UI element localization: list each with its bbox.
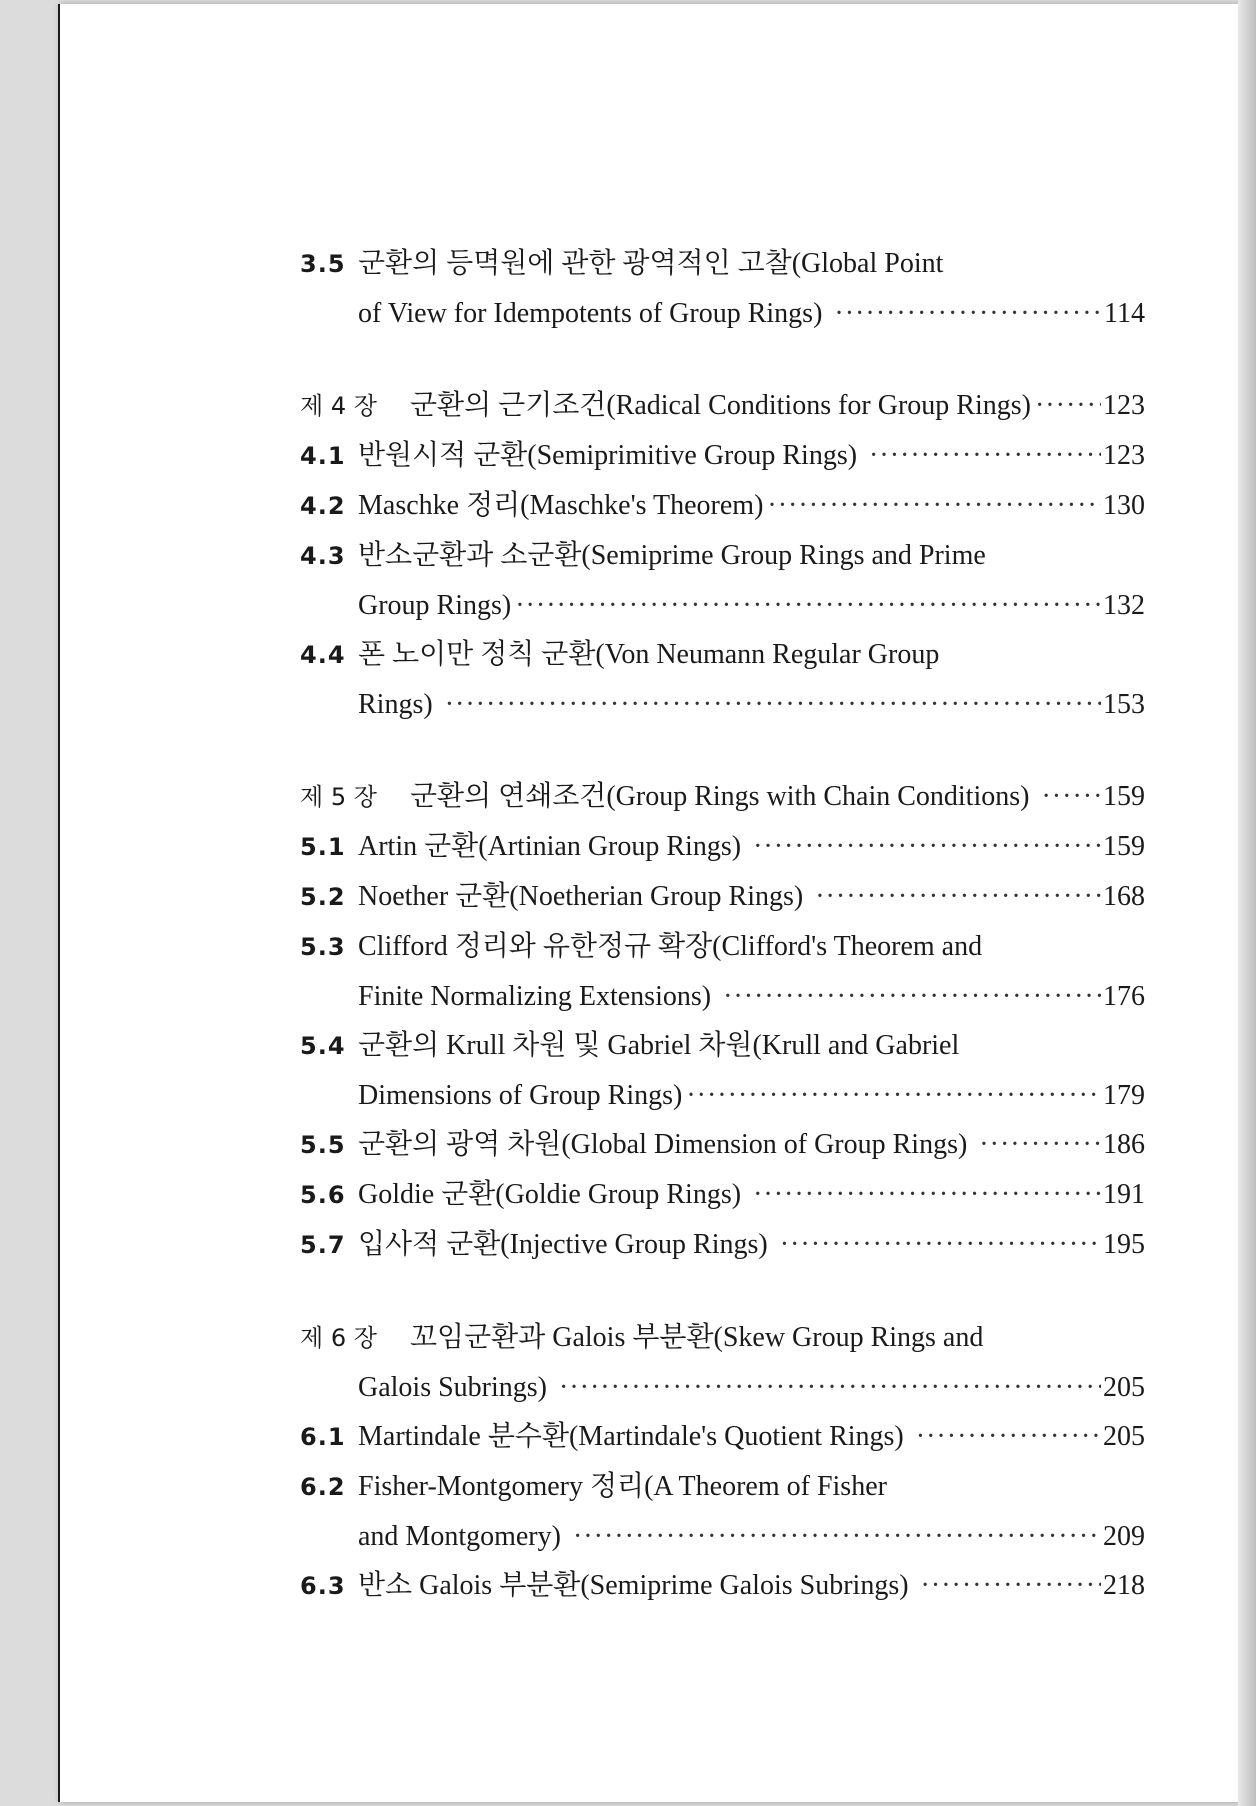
toc-group-chapter-6: [300, 1313, 1145, 1611]
dot-leader: [780, 1220, 1101, 1269]
dot-leader: [445, 680, 1101, 729]
section-title: 반소 Galois 부분환(Semiprime Galois Subrings): [358, 1570, 909, 1601]
section-title: 군환의 광역 차원(Global Dimension of Group Rings): [358, 1129, 968, 1160]
dot-leader: [979, 1120, 1101, 1169]
section-title-line1: 군환의 등멱원에 관한 광역적인 고찰(Global Point: [358, 248, 944, 279]
page-number: 159: [1103, 831, 1145, 862]
toc-entry-4-4[interactable]: [300, 630, 1145, 729]
page-number: 218: [1103, 1570, 1145, 1601]
toc-entry-5-5[interactable]: [300, 1120, 1145, 1170]
dot-leader: [573, 1512, 1101, 1561]
toc-entry-5-6[interactable]: [300, 1170, 1145, 1220]
page-number: 209: [1103, 1521, 1145, 1552]
section-title-line1: 군환의 Krull 차원 및 Gabriel 차원(Krull and Gabriel: [358, 1030, 960, 1061]
section-number: 6.3: [300, 1572, 346, 1600]
section-number: 5.2: [300, 883, 346, 911]
chapter-title: 군환의 근기조건(Radical Conditions for Group Rings): [410, 390, 1031, 421]
page-number: 205: [1103, 1421, 1145, 1452]
book-page: [58, 4, 1240, 1802]
section-number: 5.4: [300, 1032, 346, 1060]
toc-entry-3-5[interactable]: [300, 239, 1145, 338]
toc-entry-6-1[interactable]: [300, 1412, 1145, 1462]
page-number: 186: [1103, 1129, 1145, 1160]
toc-entry-4-1[interactable]: [300, 431, 1145, 481]
page-number: 168: [1103, 881, 1145, 912]
section-title: Maschke 정리(Maschke's Theorem): [358, 490, 764, 521]
dot-leader: [1035, 381, 1101, 430]
chapter-label: 제 5 장: [300, 783, 377, 811]
section-title-line2: Rings): [358, 689, 433, 720]
section-title-line2: Dimensions of Group Rings): [358, 1080, 683, 1111]
page-number: 130: [1103, 490, 1145, 521]
page-number: 123: [1103, 390, 1145, 421]
section-number: 4.4: [300, 641, 346, 669]
toc-entry-chapter-5[interactable]: [300, 772, 1145, 822]
chapter-label: 제 4 장: [300, 392, 377, 420]
toc-entry-chapter-4[interactable]: [300, 381, 1145, 431]
toc-entry-5-3[interactable]: [300, 922, 1145, 1021]
section-number: 5.6: [300, 1181, 346, 1209]
section-number: 6.1: [300, 1423, 346, 1451]
section-number: 4.2: [300, 492, 346, 520]
section-title-line1: 반소군환과 소군환(Semiprime Group Rings and Prime: [358, 540, 986, 571]
chapter-label: 제 6 장: [300, 1324, 377, 1352]
chapter-title: 군환의 연쇄조건(Group Rings with Chain Conditions): [410, 781, 1030, 812]
dot-leader: [916, 1412, 1101, 1461]
dot-leader: [686, 1071, 1101, 1120]
dot-leader: [723, 972, 1101, 1021]
toc-entry-chapter-6[interactable]: [300, 1313, 1145, 1412]
section-title-line1: Fisher-Montgomery 정리(A Theorem of Fisher: [358, 1471, 887, 1502]
chapter-title-line2: Galois Subrings): [358, 1372, 547, 1403]
page-number: 179: [1103, 1080, 1145, 1111]
toc-entry-5-4[interactable]: [300, 1021, 1145, 1120]
section-number: 3.5: [300, 250, 346, 278]
section-title-line2: of View for Idempotents of Group Rings): [358, 298, 823, 329]
section-number: 5.7: [300, 1231, 346, 1259]
section-title: Artin 군환(Artinian Group Rings): [358, 831, 742, 862]
toc-entry-5-7[interactable]: [300, 1220, 1145, 1270]
section-title-line1: Clifford 정리와 유한정규 확장(Clifford's Theorem and: [358, 931, 983, 962]
chapter-title-line1: 꼬임군환과 Galois 부분환(Skew Group Rings and: [410, 1322, 984, 1353]
section-title: 반원시적 군환(Semiprimitive Group Rings): [358, 440, 858, 471]
dot-leader: [559, 1363, 1101, 1412]
section-title-line2: Finite Normalizing Extensions): [358, 981, 712, 1012]
toc-group-3-5: [300, 239, 1145, 338]
page-number: 132: [1103, 590, 1145, 621]
dot-leader: [869, 431, 1101, 480]
toc-entry-4-3[interactable]: [300, 531, 1145, 630]
section-number: 4.1: [300, 442, 346, 470]
page-number: 205: [1103, 1372, 1145, 1403]
dot-leader: [834, 289, 1102, 338]
dot-leader: [815, 872, 1101, 921]
toc-entry-4-2[interactable]: [300, 481, 1145, 531]
toc-group-chapter-4: [300, 381, 1145, 729]
section-title-line1: 폰 노이만 정칙 군환(Von Neumann Regular Group: [358, 639, 940, 670]
toc-entry-5-2[interactable]: [300, 872, 1145, 922]
dot-leader: [767, 481, 1101, 530]
toc-entry-6-3[interactable]: [300, 1561, 1145, 1611]
page-number: 114: [1104, 298, 1145, 329]
section-number: 6.2: [300, 1473, 346, 1501]
page-number: 191: [1103, 1179, 1145, 1210]
section-title-line2: Group Rings): [358, 590, 512, 621]
page-edge-shadow: [1238, 0, 1256, 1806]
dot-leader: [1041, 772, 1101, 821]
section-title-line2: and Montgomery): [358, 1521, 561, 1552]
section-title: 입사적 군환(Injective Group Rings): [358, 1229, 768, 1260]
toc-group-chapter-5: [300, 772, 1145, 1270]
page-number: 176: [1103, 981, 1145, 1012]
section-number: 4.3: [300, 542, 346, 570]
page-number: 123: [1103, 440, 1145, 471]
section-title: Martindale 분수환(Martindale's Quotient Rings): [358, 1421, 904, 1452]
dot-leader: [753, 1170, 1101, 1219]
section-title: Noether 군환(Noetherian Group Rings): [358, 881, 804, 912]
table-of-contents: [300, 239, 1145, 1654]
toc-entry-6-2[interactable]: [300, 1462, 1145, 1561]
page-number: 159: [1103, 781, 1145, 812]
section-number: 5.3: [300, 933, 346, 961]
dot-leader: [515, 581, 1101, 630]
page-number: 153: [1103, 689, 1145, 720]
section-title: Goldie 군환(Goldie Group Rings): [358, 1179, 742, 1210]
section-number: 5.5: [300, 1131, 346, 1159]
dot-leader: [921, 1561, 1101, 1610]
dot-leader: [753, 822, 1101, 871]
page-number: 195: [1103, 1229, 1145, 1260]
toc-entry-5-1[interactable]: [300, 822, 1145, 872]
section-number: 5.1: [300, 833, 346, 861]
